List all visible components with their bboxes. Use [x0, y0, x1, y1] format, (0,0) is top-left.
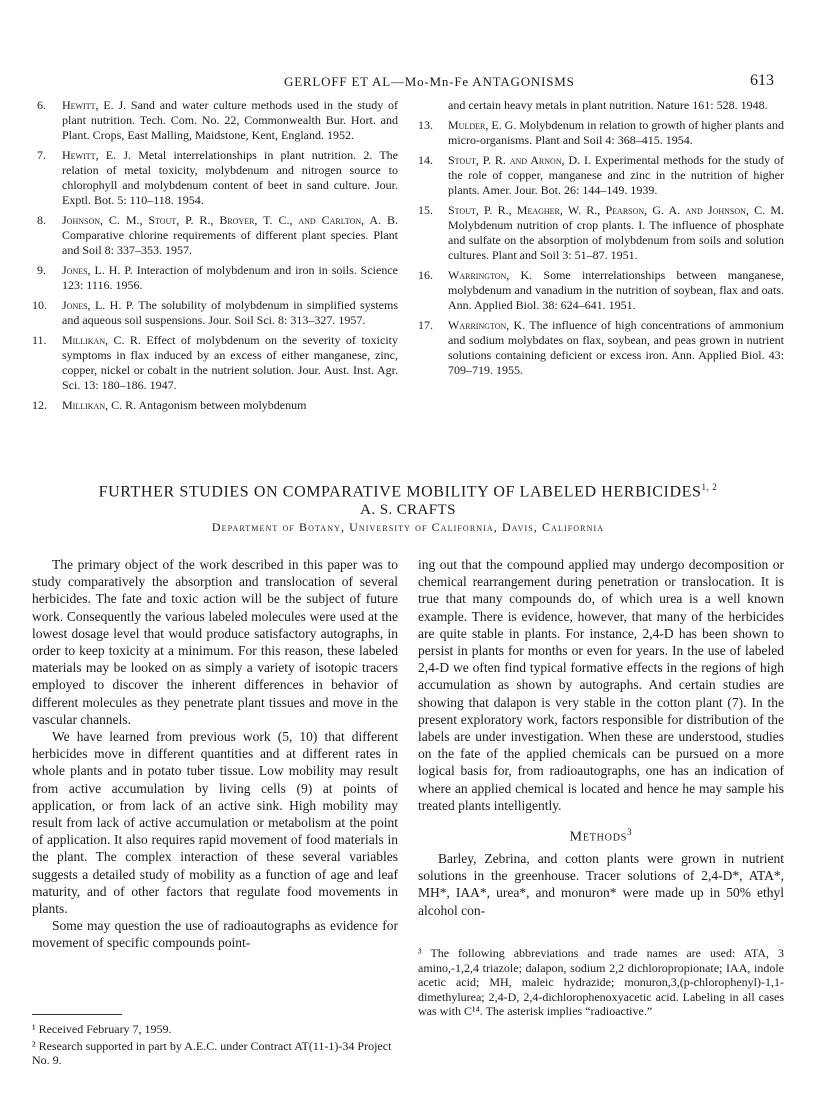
reference-author: Stout, P. R., Meagher, W. R., Pearson, G. A. and Johnson, C. M. — [448, 203, 784, 217]
footnote-rule — [32, 1014, 122, 1015]
footnote: ¹ Received February 7, 1959. — [32, 1022, 172, 1036]
article-title: FURTHER STUDIES ON COMPARATIVE MOBILITY OF LABELED HERBICIDES$^{1, 2}$ — [98, 482, 718, 501]
reference-number: 10. — [32, 298, 47, 312]
article-author: A. S. CRAFTS — [360, 502, 456, 518]
paragraph: Some may question the use of radioautographs as evidence for movement of specific compounds point- — [32, 918, 398, 951]
reference-number: 14. — [418, 153, 433, 167]
reference-number: 13. — [418, 118, 433, 132]
reference-text: and certain heavy metals in plant nutrition. Nature 161: 528. 1948. — [448, 98, 768, 112]
reference-item — [418, 118, 784, 148]
reference-text: Interaction of molybdenum and iron in soils. Science 123: 1116. 1956. — [62, 263, 398, 292]
reference-item — [32, 398, 398, 413]
reference-number: 17. — [418, 318, 433, 332]
reference-number: 8. — [37, 213, 46, 227]
methods-heading: Methods$^3$ — [569, 827, 633, 845]
reference-item — [418, 153, 784, 198]
reference-author: Jones, L. H. P. — [62, 298, 135, 312]
paragraph: ing out that the compound applied may undergo decomposition or chemical rearrangement during penetration or translocation. It is true that many compounds do, of which urea is a well known example. There is evidence, however, that many of the herbicides are quite stable in plants. For instance, 2,4-D has been shown to persist in plants for months or even for years. In the use of labeled 2,4-D we often find typical formative effects in the regions of high accumulation as shown by autographs. And certain studies are showing that dalapon is very stable in the cotton plant (7). In the present exploratory work, factors responsible for distribution of the labels are under investigation. When these are understood, studies on the fate of the applied chemicals can be pursued on a more logical basis for, from radioautographs, one has an indication of where an applied chemical is located and hence he may sample his treated plants intelligently. — [418, 557, 784, 813]
reference-author: Stout, P. R. and Arnon, D. I. — [448, 153, 591, 167]
reference-number: 12. — [32, 398, 47, 412]
title-footnote-markers: 1, 2 — [701, 482, 718, 492]
footnote-abbreviations: ³ The following abbreviations and trade names are used: ATA, 3 amino,-1,2,4 triazole; dalapon, sodium 2,2 dichloropropionate; IAA, indole acetic acid; MH, maleic hydrazide; monuron,3,(p-chlorophenyl)-1,1-dimethylurea; 2,4-D, 2,4-dichlorophenoxyacetic acid. Labeling in all cases was with C¹⁴. The asterisk implies “radioactive.” — [418, 946, 784, 1019]
reference-text: The solubility of molybdenum in simplified systems and aqueous soil suspensions. Jour. Soil Sci. 8: 313–327. 1957. — [62, 298, 398, 327]
reference-text: Comparative chlorine requirements of different plant species. Plant and Soil 8: 337–353. 1957. — [62, 228, 398, 257]
reference-text: The influence of high concentrations of ammonium and sodium molybdates on flax, soybean, and peas grown in nutrient solutions containing deficient or excess iron. Ann. Applied Biol. 43: 709–719. 1955. — [448, 318, 784, 377]
paragraph: Barley, Zebrina, and cotton plants were grown in nutrient solutions in the greenhouse. Tracer solutions of 2,4-D*, ATA*, MH*, IAA*, urea*, and monuron* were made up in 50% ethyl alcohol con- — [418, 850, 784, 918]
reference-number: 11. — [32, 333, 47, 347]
reference-item — [418, 318, 784, 378]
reference-text: Effect of molybdenum on the severity of toxicity symptoms in flax induced by an excess of either manganese, zinc, copper, nickel or cobalt in the nutrient solution. Jour. Aust. Inst. Agr. Sci. 13: 180–186. 1947. — [62, 333, 398, 392]
reference-item — [418, 203, 784, 263]
reference-author: Johnson, C. M., Stout, P. R., Broyer, T. C., and Carlton, A. B. — [62, 213, 398, 227]
reference-text: Molybdenum nutrition of crop plants. I. The influence of phosphate and sulfate on the absorption of molybdenum from soils and solution cultures. Plant and Soil 3: 51–87. 1951. — [448, 218, 784, 262]
reference-item — [418, 98, 784, 113]
reference-author: Millikan, C. R. — [62, 398, 137, 412]
reference-item — [32, 263, 398, 293]
running-title: GERLOFF ET AL—Mo-Mn-Fe ANTAGONISMS — [284, 74, 575, 89]
reference-item — [32, 98, 398, 143]
reference-item — [32, 148, 398, 208]
footnotes — [32, 1022, 398, 1070]
page-number: 613 — [750, 72, 774, 89]
references-left-column — [32, 98, 398, 418]
reference-text: Some interrelationships between manganese, molybdenum and vanadium in the nutrition of soybean, flax and oats. Ann. Applied Biol. 38: 624–641. 1951. — [448, 268, 784, 312]
page-header — [36, 70, 780, 94]
reference-author: Jones, L. H. P. — [62, 263, 133, 277]
reference-item — [418, 268, 784, 313]
references-right-column — [418, 98, 784, 383]
reference-number: 6. — [37, 98, 46, 112]
reference-item — [32, 333, 398, 393]
body-column-left — [32, 556, 398, 952]
reference-number: 15. — [418, 203, 433, 217]
reference-text: Molybdenum in relation to growth of higher plants and micro-organisms. Plant and Soil 4: 368–415. 1954. — [448, 118, 785, 147]
reference-author: Millikan, C. R. — [62, 333, 141, 347]
reference-text: Antagonism between molybdenum — [138, 398, 307, 412]
reference-number: 7. — [37, 148, 46, 162]
reference-author: Hewitt, E. J. — [62, 98, 127, 112]
author-affiliation: Department of Botany, University of California, Davis, California — [211, 520, 605, 534]
reference-author: Mulder, E. G. — [448, 118, 517, 132]
reference-text: Sand and water culture methods used in the study of plant nutrition. Tech. Com. No. 22, Commonwealth Bur. Hort. and Plant. Crops, East Malling, Maidstone, Kent, England. 1952. — [62, 98, 398, 142]
reference-author: Warrington, K. — [448, 268, 533, 282]
reference-item — [32, 298, 398, 328]
paragraph: The primary object of the work described in this paper was to study comparatively the absorption and translocation of several herbicides. The fate and toxic action will be the subject of future work. Consequently the various labeled molecules were used at the lowest dosage level that would produce satisfactory autographs, in order to keep toxicity at a minimum. For this reason, these labeled materials may be looked on as simply a variety of isotopic tracers employed to discover the inherent differences in behavior of different molecules as they penetrate plant tissues and move in the vascular channels. — [32, 557, 398, 727]
reference-item — [32, 213, 398, 258]
reference-number: 9. — [37, 263, 46, 277]
reference-author: Warrington, K. — [448, 318, 526, 332]
reference-author: Hewitt, E. J. — [62, 148, 131, 162]
paragraph: We have learned from previous work (5, 10) that different herbicides move in different quantities and at different rates in whole plants and in potato tuber tissue. Low mobility may result from active accumulation by living cells (9) at points of application, or from lack of an active sink. High mobility may result from lack of active accumulation or metabolism at the point of application. It also requires rapid movement of food materials in the plant. The complex interaction of these several variables suggests a detailed study of mobility as a function of age and leaf maturity, and of other factors that regulate food movements in plants. — [32, 729, 398, 917]
reference-number: 16. — [418, 268, 433, 282]
footnote: ² Research supported in part by A.E.C. under Contract AT(11-1)-34 Project No. 9. — [32, 1038, 392, 1068]
reference-text: Experimental methods for the study of the role of copper, manganese and zinc in the nutrition of higher plants. Amer. Jour. Bot. 26: 144–149. 1939. — [448, 153, 785, 197]
reference-text: Metal interrelationships in plant nutrition. 2. The relation of metal toxicity, molybdenum and nitrogen source to chlorophyll and molybdenum content of beet in sand culture. Jour. Exptl. Bot. 5: 110–118. 1954. — [62, 148, 399, 207]
body-column-right — [418, 556, 784, 919]
